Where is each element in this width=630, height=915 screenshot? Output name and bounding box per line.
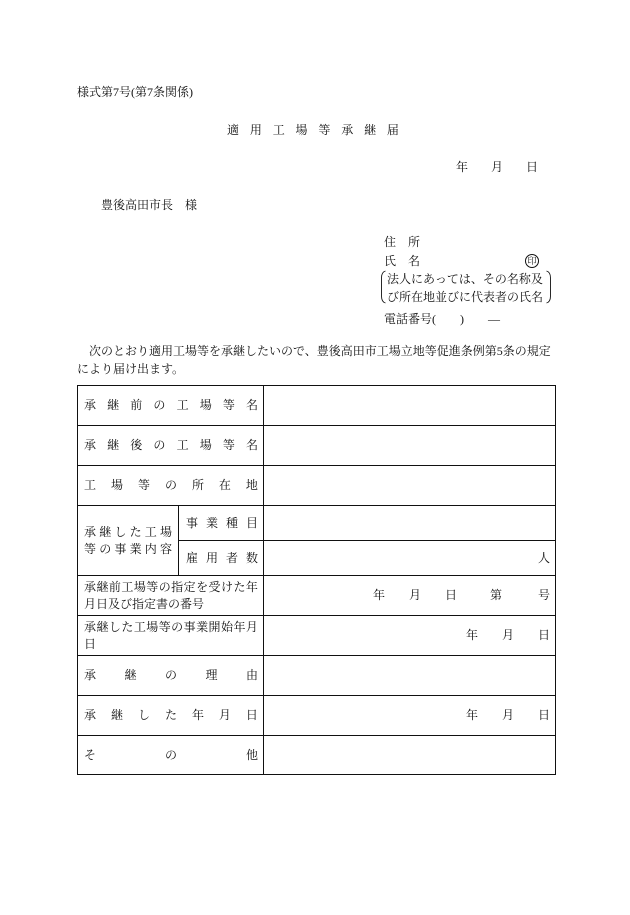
label-char: 種 bbox=[225, 515, 238, 530]
label-char: 事 bbox=[186, 515, 199, 530]
business-start-month-label: 月 bbox=[502, 628, 515, 642]
designation-number-prefix: 第 bbox=[490, 588, 503, 602]
form-number: 様式第7号(第7条関係) bbox=[77, 85, 193, 99]
label-char: の bbox=[158, 579, 171, 594]
label-char: 場 bbox=[159, 524, 172, 539]
succession-date-value-row bbox=[264, 707, 555, 724]
label-char: 事 bbox=[183, 619, 196, 634]
designation-label-line bbox=[84, 579, 258, 596]
corporate-note-line: 法人にあっては、その名称及 bbox=[387, 272, 543, 286]
label-char: 名 bbox=[407, 254, 420, 268]
corporate-note-left-bracket bbox=[379, 270, 387, 304]
label-char: 継 bbox=[96, 619, 109, 634]
succession-date-label-cell bbox=[78, 696, 264, 736]
other-value bbox=[264, 736, 556, 775]
designation-month-label: 月 bbox=[409, 588, 422, 602]
label-char: 工 bbox=[176, 438, 189, 452]
label-char: 所 bbox=[407, 235, 420, 249]
label-char: た bbox=[164, 708, 177, 722]
seal-mark: 印 bbox=[525, 254, 539, 268]
phone-label: 電話番号( ) — bbox=[384, 312, 500, 326]
form-title bbox=[227, 123, 399, 137]
label-char: 継 bbox=[110, 708, 123, 722]
label-char: 名 bbox=[245, 438, 258, 452]
label-char: 承 bbox=[84, 524, 97, 539]
label-char: 等 bbox=[318, 123, 331, 137]
business-start-date-label-line: 日 bbox=[84, 636, 97, 651]
label-char: た bbox=[129, 524, 142, 539]
label-char: 地 bbox=[245, 478, 258, 492]
label-char: の bbox=[153, 398, 166, 412]
label-char: 業 bbox=[129, 541, 142, 556]
successor-factory-name-label-cell bbox=[78, 426, 264, 466]
designation-label-cell bbox=[78, 576, 264, 616]
designation-value bbox=[264, 576, 556, 616]
employees-label-cell bbox=[179, 541, 264, 576]
table-row bbox=[78, 656, 556, 696]
label-char: 場 bbox=[199, 438, 212, 452]
label-char: け bbox=[220, 579, 233, 594]
table-row bbox=[78, 576, 556, 616]
label-char: 工 bbox=[176, 398, 189, 412]
designation-year-label: 年 bbox=[373, 588, 386, 602]
label-char: 月 bbox=[245, 619, 258, 634]
successor-factory-name-label bbox=[84, 437, 258, 454]
table-row bbox=[78, 616, 556, 656]
label-char: 年 bbox=[233, 619, 246, 634]
reason-value bbox=[264, 656, 556, 696]
label-char: 継 bbox=[107, 398, 120, 412]
label-char: 目 bbox=[245, 515, 258, 530]
label-char: 事 bbox=[114, 541, 127, 556]
label-char: た bbox=[233, 579, 246, 594]
employees-unit: 人 bbox=[538, 550, 551, 565]
label-char: 日 bbox=[245, 708, 258, 722]
employees-value-row bbox=[264, 550, 555, 567]
label-char: 用 bbox=[205, 550, 218, 565]
succession-form-table bbox=[77, 385, 556, 775]
label-char: 前 bbox=[130, 398, 143, 412]
table-row bbox=[78, 426, 556, 466]
address-label bbox=[384, 235, 420, 249]
label-char: 場 bbox=[133, 579, 146, 594]
succession-date-value bbox=[264, 696, 556, 736]
table-row bbox=[78, 506, 556, 541]
business-type-label-cell bbox=[179, 506, 264, 541]
business-start-day-label: 日 bbox=[538, 628, 551, 642]
label-char: 場 bbox=[110, 478, 123, 492]
date-month-label: 月 bbox=[490, 160, 503, 174]
left-bracket-path bbox=[382, 271, 386, 303]
business-details-label-cell bbox=[78, 506, 179, 576]
label-char: し bbox=[137, 708, 150, 722]
business-start-date-label-line bbox=[84, 619, 258, 636]
label-char: 者 bbox=[225, 550, 238, 565]
employees-label bbox=[186, 550, 258, 567]
name-label bbox=[384, 254, 420, 268]
label-char: 届 bbox=[386, 123, 399, 137]
business-start-date-value bbox=[264, 616, 556, 656]
label-char: 承 bbox=[84, 398, 97, 412]
label-char: 等 bbox=[222, 398, 235, 412]
label-char: 工 bbox=[272, 123, 285, 137]
succession-year-label: 年 bbox=[466, 708, 479, 722]
label-char: 雇 bbox=[186, 550, 199, 565]
date-year-label: 年 bbox=[456, 160, 469, 174]
label-char: 工 bbox=[144, 524, 157, 539]
designation-number-suffix: 号 bbox=[538, 588, 551, 602]
label-char: 場 bbox=[146, 619, 159, 634]
business-details-label-line bbox=[84, 541, 172, 558]
label-char: 承 bbox=[84, 438, 97, 452]
label-char: し bbox=[108, 619, 121, 634]
succession-date-label bbox=[84, 707, 258, 724]
label-char: 継 bbox=[364, 123, 377, 137]
label-char: 承 bbox=[341, 123, 354, 137]
other-label-cell bbox=[78, 736, 264, 775]
label-char: 由 bbox=[245, 668, 258, 682]
body-text-line: により届け出ます。 bbox=[77, 362, 185, 376]
business-type-label bbox=[186, 515, 258, 532]
label-char: 等 bbox=[84, 541, 97, 556]
label-char: 理 bbox=[205, 668, 218, 682]
label-char: 工 bbox=[121, 579, 134, 594]
factory-location-label bbox=[84, 477, 258, 494]
label-char: た bbox=[121, 619, 134, 634]
label-char: 等 bbox=[137, 478, 150, 492]
label-char: 名 bbox=[245, 398, 258, 412]
table-row bbox=[78, 386, 556, 426]
corporate-note-line: び所在地並びに代表者の氏名 bbox=[387, 290, 544, 304]
label-char: 前 bbox=[108, 579, 121, 594]
label-char: 定 bbox=[183, 579, 196, 594]
label-char: 年 bbox=[191, 708, 204, 722]
label-char: の bbox=[164, 747, 177, 762]
label-char: 所 bbox=[191, 478, 204, 492]
business-start-date-value-row bbox=[264, 627, 555, 644]
label-char: 業 bbox=[196, 619, 209, 634]
label-char: 等 bbox=[222, 438, 235, 452]
addressee: 豊後高田市長 様 bbox=[101, 198, 198, 212]
label-char: 承 bbox=[84, 579, 97, 594]
label-char: 月 bbox=[218, 708, 231, 722]
label-char: 住 bbox=[384, 235, 397, 249]
label-char: 場 bbox=[295, 123, 308, 137]
label-char: 適 bbox=[227, 123, 240, 137]
business-details-label-line bbox=[84, 524, 172, 541]
label-char: 他 bbox=[245, 747, 258, 762]
label-char: 受 bbox=[208, 579, 221, 594]
right-bracket-path bbox=[547, 271, 551, 303]
label-char: 場 bbox=[199, 398, 212, 412]
reason-label-cell bbox=[78, 656, 264, 696]
label-char: 始 bbox=[220, 619, 233, 634]
label-char: を bbox=[196, 579, 209, 594]
label-char: 継 bbox=[96, 579, 109, 594]
table-row bbox=[78, 736, 556, 775]
body-text-line: 次のとおり適用工場等を承継したいので、豊後高田市工場立地等促進条例第5条の規定 bbox=[89, 344, 551, 358]
employees-value bbox=[264, 541, 556, 576]
label-char: 年 bbox=[245, 579, 258, 594]
label-char: 用 bbox=[249, 123, 262, 137]
label-char: の bbox=[164, 668, 177, 682]
factory-location-value bbox=[264, 466, 556, 506]
label-char: し bbox=[114, 524, 127, 539]
label-char: 内 bbox=[144, 541, 157, 556]
successor-factory-name-value bbox=[264, 426, 556, 466]
predecessor-factory-name-label-cell bbox=[78, 386, 264, 426]
table-row bbox=[78, 466, 556, 506]
label-char: 容 bbox=[159, 541, 172, 556]
label-char: 承 bbox=[84, 708, 97, 722]
date-day-label: 日 bbox=[525, 160, 538, 174]
label-char: 工 bbox=[84, 478, 97, 492]
business-start-year-label: 年 bbox=[466, 628, 479, 642]
label-char: 数 bbox=[245, 550, 258, 565]
label-char: 継 bbox=[124, 668, 137, 682]
reason-label bbox=[84, 667, 258, 684]
business-type-value bbox=[264, 506, 556, 541]
corporate-note-right-bracket bbox=[545, 270, 553, 304]
label-char: 業 bbox=[205, 515, 218, 530]
succession-month-label: 月 bbox=[502, 708, 515, 722]
designation-day-label: 日 bbox=[445, 588, 458, 602]
label-char: 在 bbox=[218, 478, 231, 492]
other-label bbox=[84, 747, 258, 764]
label-char: 指 bbox=[171, 579, 184, 594]
label-char: 継 bbox=[99, 524, 112, 539]
label-char: 承 bbox=[84, 668, 97, 682]
label-char: 継 bbox=[107, 438, 120, 452]
table-row bbox=[78, 696, 556, 736]
factory-location-label-cell bbox=[78, 466, 264, 506]
label-char: の bbox=[153, 438, 166, 452]
label-char: の bbox=[164, 478, 177, 492]
label-char: そ bbox=[84, 747, 97, 762]
label-char: 氏 bbox=[384, 254, 397, 268]
label-char: 等 bbox=[158, 619, 171, 634]
designation-value-row bbox=[264, 587, 555, 604]
label-char: 等 bbox=[146, 579, 159, 594]
predecessor-factory-name-value bbox=[264, 386, 556, 426]
succession-day-label: 日 bbox=[538, 708, 551, 722]
label-char: の bbox=[99, 541, 112, 556]
label-char: の bbox=[171, 619, 184, 634]
label-char: 開 bbox=[208, 619, 221, 634]
label-char: 後 bbox=[130, 438, 143, 452]
designation-label-line: 月日及び指定書の番号 bbox=[84, 596, 205, 611]
predecessor-factory-name-label bbox=[84, 397, 258, 414]
label-char: 工 bbox=[133, 619, 146, 634]
label-char: 承 bbox=[84, 619, 97, 634]
business-start-date-label-cell bbox=[78, 616, 264, 656]
submission-date bbox=[456, 160, 538, 174]
